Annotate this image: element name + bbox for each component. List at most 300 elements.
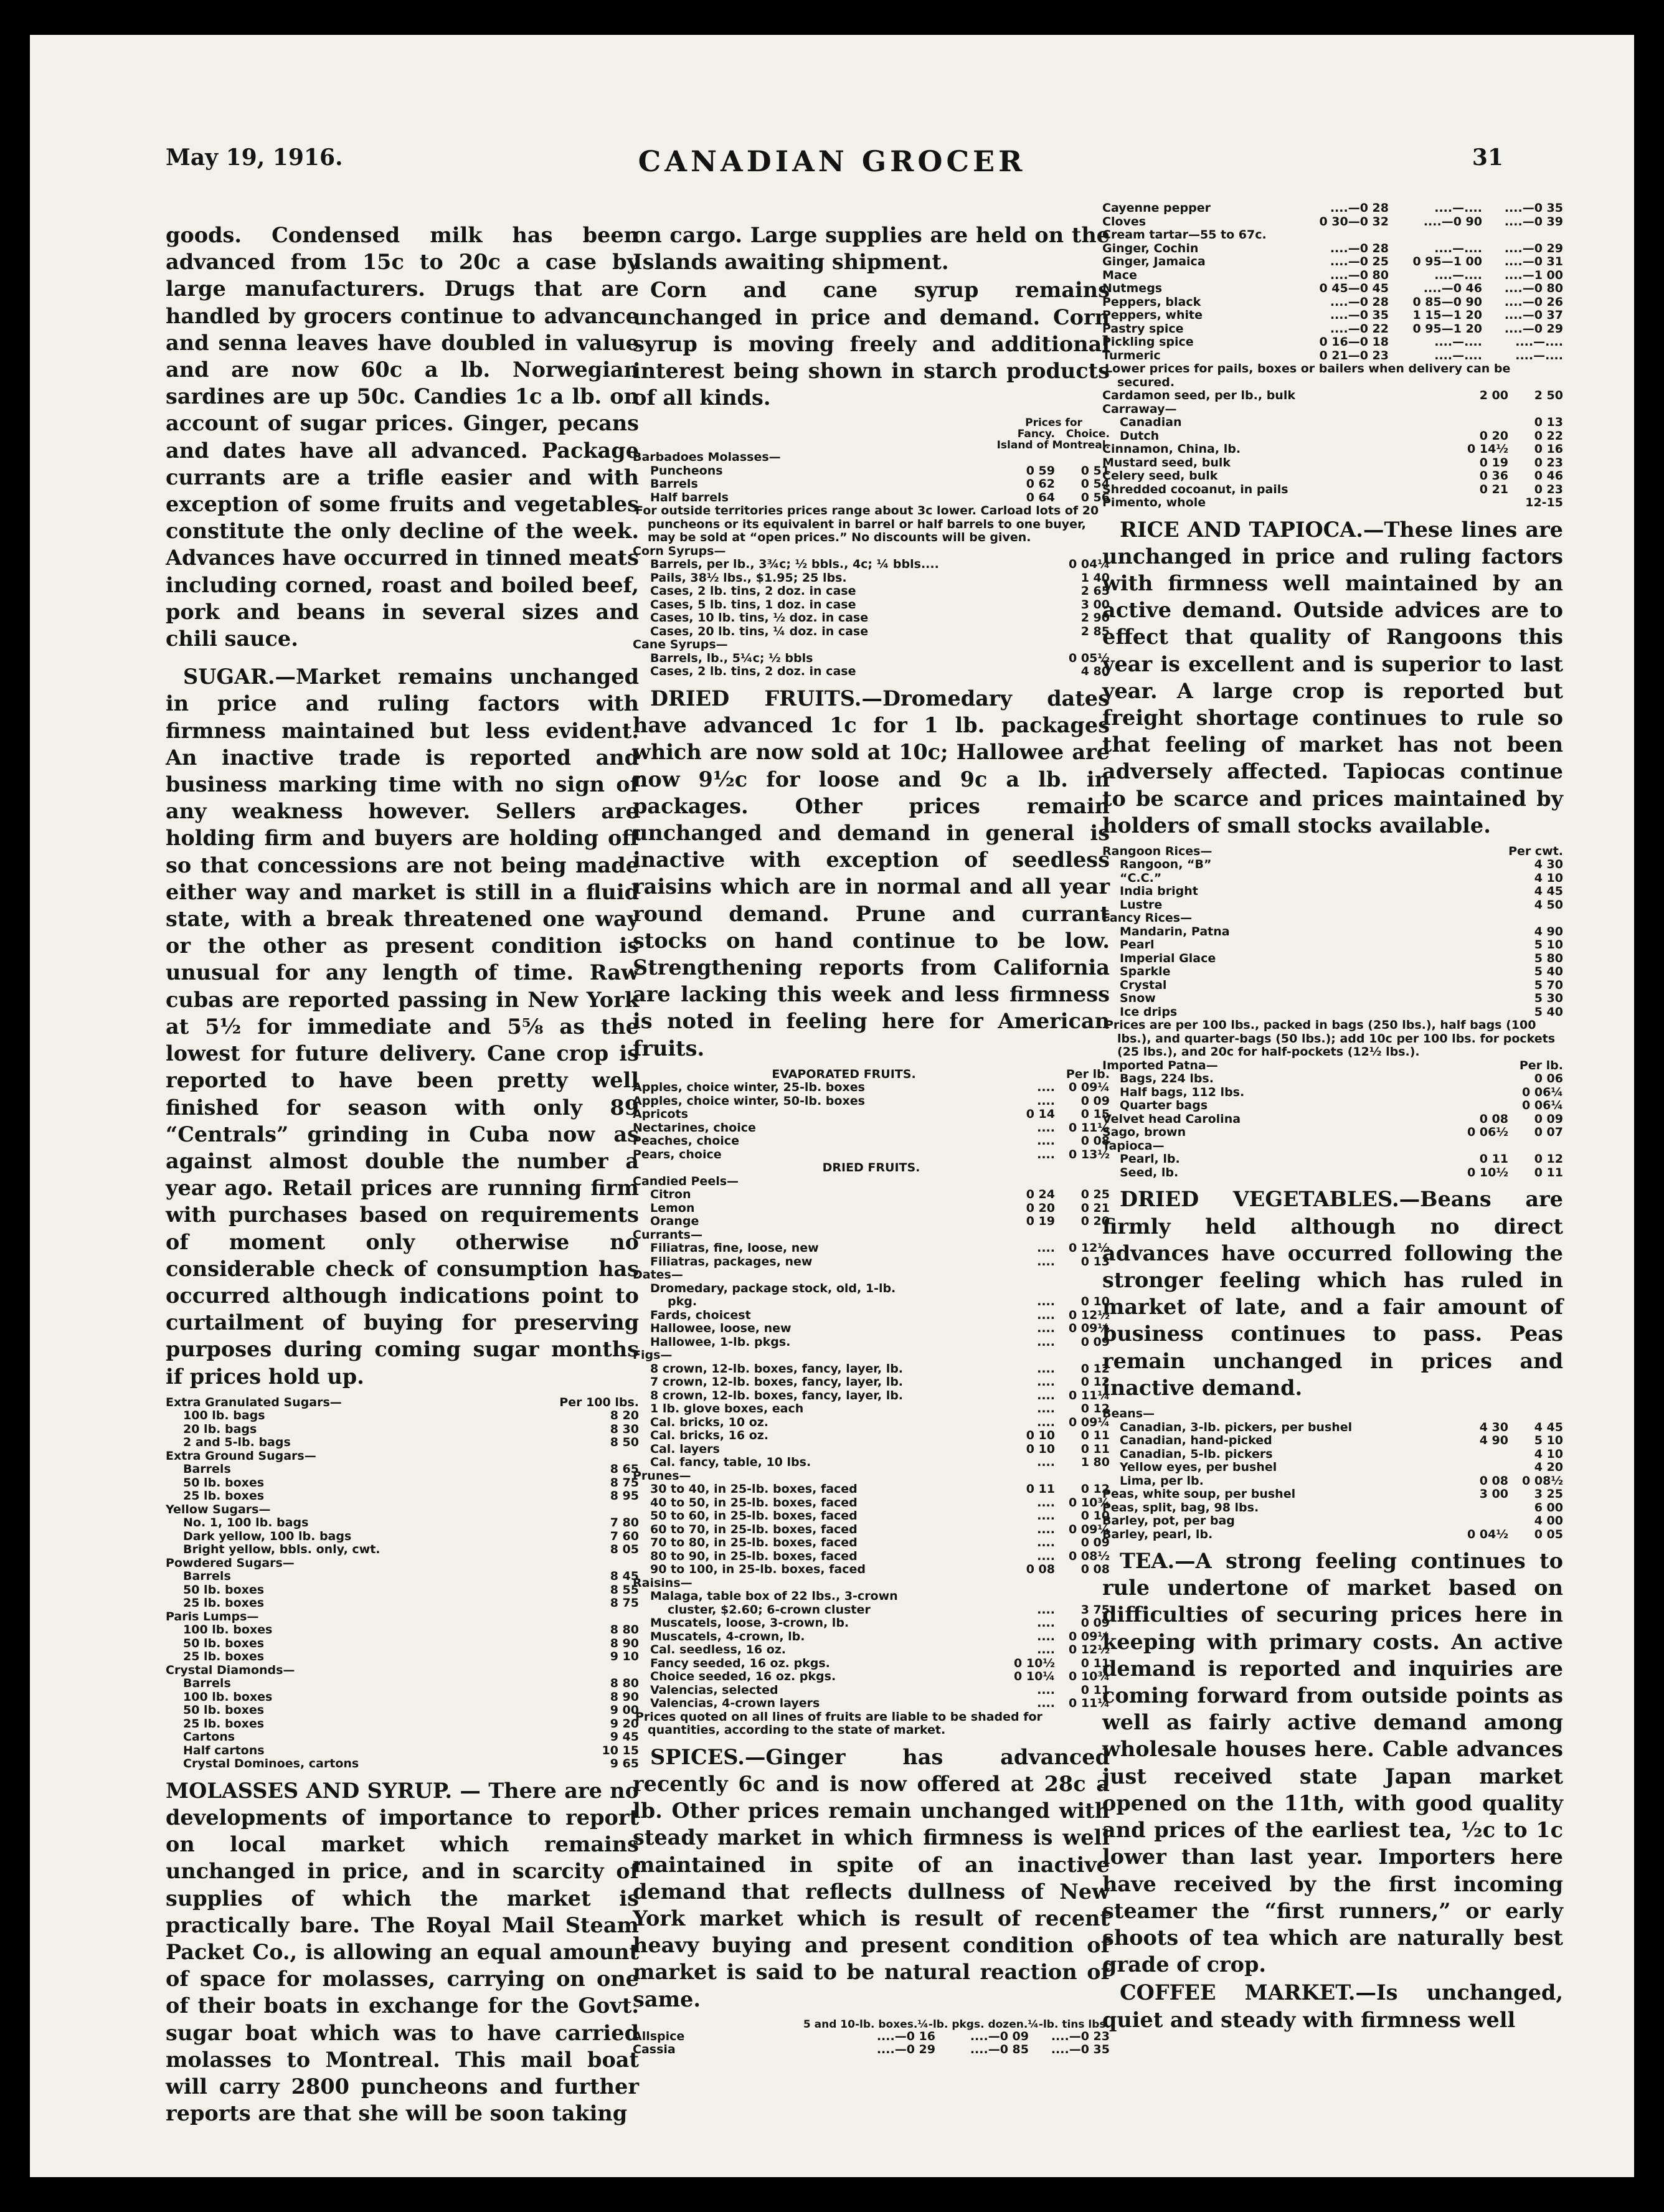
table-row <box>633 1081 1110 1095</box>
row-value <box>1454 403 1508 417</box>
row-label: 25 lb. boxes <box>183 1597 265 1610</box>
table-row <box>1102 1140 1563 1153</box>
row-value: 0 09 <box>1534 1112 1563 1126</box>
table-row <box>633 1282 1110 1296</box>
page-number: 31 <box>1472 144 1503 171</box>
row-label: Nutmegs <box>1102 282 1163 295</box>
row-value <box>584 1503 639 1517</box>
row-value <box>1055 451 1110 465</box>
row-label: Raisins— <box>633 1576 693 1590</box>
row-value: 0 11 <box>1080 1683 1110 1697</box>
row-value: 0 22 <box>1534 428 1563 443</box>
table-row <box>166 1584 639 1597</box>
row-value: 0 08½ <box>1522 1473 1563 1488</box>
row-label: Canadian <box>1120 416 1182 429</box>
row-value: 0 12½ <box>1069 1643 1110 1657</box>
row-value: 0 06 <box>1534 1072 1563 1086</box>
table-row <box>633 451 1110 465</box>
row-value: 0 62 <box>1026 477 1055 491</box>
row-value <box>1454 1461 1508 1475</box>
row-value: .... <box>1037 1495 1055 1510</box>
row-label: Barbadoes Molasses— <box>633 451 781 465</box>
row-label: Cases, 10 lb. tins, ½ doz. in case <box>650 612 869 625</box>
row-value: 2 65 <box>1080 584 1110 598</box>
row-label: Barrels <box>650 478 698 491</box>
row-value: 6 00 <box>1534 1500 1563 1515</box>
table-row <box>633 1389 1110 1403</box>
row-value <box>1055 1175 1110 1189</box>
row-value: 0 09½ <box>1069 1321 1110 1336</box>
row-label: Peaches, choice <box>633 1135 739 1148</box>
table-row <box>166 1664 639 1678</box>
row-label: Peppers, black <box>1102 295 1201 309</box>
row-label: Imported Patna— <box>1102 1059 1218 1072</box>
row-value: ....—0 85 <box>970 2043 1029 2057</box>
table-row <box>1102 1099 1563 1113</box>
row-value <box>1454 1099 1508 1113</box>
table-row <box>633 572 1110 585</box>
row-label: Hallowee, 1-lb. pkgs. <box>650 1335 791 1349</box>
table-row <box>633 1349 1110 1363</box>
row-value: 0 05 <box>1534 1527 1563 1541</box>
table-row <box>633 1122 1110 1135</box>
row-label: Barrels, lb., 5¼c; ½ bbls <box>650 651 813 665</box>
row-label: Cane Syrups— <box>633 638 728 652</box>
newspaper-page <box>30 35 1634 2177</box>
table-row <box>1102 296 1563 310</box>
row-value: 0 08 <box>1026 1562 1055 1577</box>
row-value <box>1508 403 1563 417</box>
row-label: Canadian, 5-lb. pickers <box>1120 1447 1273 1461</box>
row-label: Filiatras, packages, new <box>650 1255 813 1269</box>
row-value: 0 14 <box>1026 1107 1055 1122</box>
row-value: 0 95—1 00 <box>1412 255 1482 268</box>
row-value: 0 64 <box>1026 490 1055 504</box>
row-value: 5 70 <box>1534 978 1563 992</box>
row-value: 0 36 <box>1479 469 1508 483</box>
row-label: Dutch <box>1120 429 1160 443</box>
row-label: 30 to 40, in 25-lb. boxes, faced <box>650 1483 858 1496</box>
row-value: 8 30 <box>610 1422 639 1436</box>
table-row <box>1102 1113 1563 1127</box>
row-label: Turmeric <box>1102 349 1161 362</box>
row-label: Crystal Diamonds— <box>166 1663 295 1677</box>
row-value: 4 90 <box>1479 1434 1508 1448</box>
dried-vegetables-heading: DRIED VEGETABLES. <box>1120 1187 1399 1212</box>
row-value: 9 45 <box>610 1730 639 1744</box>
row-value: 5 30 <box>1534 991 1563 1006</box>
row-value: .... <box>1037 1375 1055 1389</box>
row-value <box>1454 1059 1508 1073</box>
row-value: ....—.... <box>1515 348 1563 362</box>
row-value: 0 12 <box>1080 1402 1110 1416</box>
row-value: 8 90 <box>610 1636 639 1650</box>
row-label: Barrels, per lb., 3¾c; ½ bbls., 4c; ¼ bbls.... <box>650 558 939 572</box>
row-label: Apricots <box>633 1108 688 1122</box>
table-row <box>633 652 1110 666</box>
row-label: Quarter bags <box>1120 1099 1208 1113</box>
row-value: 8 20 <box>610 1409 639 1423</box>
table-row <box>633 1295 1110 1309</box>
table-row <box>633 1108 1110 1122</box>
row-label: Ginger, Cochin <box>1102 242 1199 255</box>
row-value: 0 09¼ <box>1069 1629 1110 1643</box>
row-label: Figs— <box>633 1349 673 1363</box>
row-label: Choice seeded, 16 oz. pkgs. <box>650 1670 836 1684</box>
row-value: 0 10 <box>1026 1442 1055 1456</box>
row-value: .... <box>1037 1134 1055 1148</box>
row-value: 0 06¼ <box>1522 1099 1563 1113</box>
dried-vegetables-paragraph <box>1102 1186 1563 1401</box>
table-row <box>633 1336 1110 1349</box>
row-value: 2 85 <box>1080 624 1110 638</box>
row-label: Seed, lb. <box>1120 1166 1179 1179</box>
row-label: Celery seed, bulk <box>1102 470 1218 483</box>
table-row <box>166 1624 639 1637</box>
spices-heading: SPICES. <box>650 1744 745 1769</box>
molasses-price-table <box>633 417 1110 679</box>
row-value: 0 14½ <box>1467 442 1508 456</box>
row-label: Lemon <box>650 1201 695 1215</box>
row-value: 0 21—0 23 <box>1319 348 1389 362</box>
table-row <box>633 558 1110 572</box>
row-value: ....—.... <box>1515 335 1563 349</box>
row-label: Puncheons <box>650 464 723 478</box>
table-row <box>166 1704 639 1718</box>
row-value: 8 55 <box>610 1582 639 1597</box>
table-row <box>633 1643 1110 1657</box>
row-value <box>1454 938 1508 952</box>
table-row <box>166 1436 639 1450</box>
row-label: Mace <box>1102 268 1137 282</box>
row-label: Peas, split, bag, 98 lbs. <box>1102 1501 1259 1515</box>
row-value: ....—.... <box>1434 241 1482 255</box>
table-title: DRIED FRUITS. <box>822 1161 920 1175</box>
table-row <box>166 1516 639 1530</box>
row-value: 0 16 <box>1534 442 1563 456</box>
table-row <box>1102 1153 1563 1166</box>
row-label: Dromedary, package stock, old, 1-lb. <box>650 1282 896 1295</box>
coffee-paragraph <box>1102 1979 1563 2033</box>
row-value: 3 25 <box>1534 1487 1563 1501</box>
table-row <box>633 1456 1110 1470</box>
table-row <box>1102 456 1563 470</box>
row-value: .... <box>1037 1629 1055 1643</box>
row-value <box>1454 1515 1508 1528</box>
row-value: 0 23 <box>1534 482 1563 496</box>
row-value: 0 16—0 18 <box>1319 335 1389 349</box>
table-row <box>633 1229 1110 1242</box>
table-row <box>1102 1059 1563 1073</box>
table-row <box>1102 1461 1563 1475</box>
row-value: 0 11¼ <box>1069 1120 1110 1135</box>
row-value: .... <box>1037 1335 1055 1349</box>
table-row <box>633 1148 1110 1162</box>
row-value: 0 12½ <box>1069 1241 1110 1255</box>
row-value <box>1389 229 1482 242</box>
table-row <box>633 1095 1110 1108</box>
row-value <box>1454 1072 1508 1086</box>
row-value: ....—0 23 <box>1051 2029 1110 2043</box>
table-row <box>1102 858 1563 872</box>
table-row <box>166 1543 639 1557</box>
row-value: 2 50 <box>1534 389 1563 402</box>
row-label: Valencias, 4-crown layers <box>650 1697 820 1711</box>
row-label: 90 to 100, in 25-lb. boxes, faced <box>650 1563 866 1577</box>
row-value: ....—0 46 <box>1423 281 1482 295</box>
row-value: 0 10½ <box>1467 1165 1508 1179</box>
row-value: .... <box>1037 1080 1055 1095</box>
row-value: 0 11 <box>1080 1656 1110 1670</box>
row-value <box>1454 872 1508 886</box>
table-row <box>633 1416 1110 1430</box>
table-row <box>1102 242 1563 256</box>
row-label: Barrels <box>183 1463 231 1477</box>
row-value: ....—0 80 <box>1504 281 1563 295</box>
evaporated-fruits-table <box>633 1068 1110 1737</box>
row-label: Imperial Glace <box>1120 952 1216 965</box>
row-value: 0 09 <box>1080 1616 1110 1630</box>
article-paragraph: on cargo. Large supplies are held on the Islands awaiting shipment. <box>633 223 1110 275</box>
row-label: Ginger, Jamaica <box>1102 255 1206 268</box>
row-value: 5 10 <box>1534 1434 1563 1448</box>
table-row <box>166 1450 639 1463</box>
row-value: ....—0 29 <box>1504 241 1563 255</box>
table-row <box>1102 496 1563 510</box>
table-row <box>166 1718 639 1731</box>
row-value: 0 11 <box>1026 1482 1055 1496</box>
sugar-paragraph <box>166 663 639 1389</box>
table-row <box>1102 336 1563 349</box>
row-value: .... <box>1037 1549 1055 1563</box>
row-label: Bags, 224 lbs. <box>1120 1072 1214 1086</box>
row-value: 0 09 <box>1080 1094 1110 1108</box>
row-value: 8 95 <box>610 1489 639 1503</box>
row-value: 0 19 <box>1479 455 1508 470</box>
row-value: 10 15 <box>602 1743 639 1757</box>
table-row <box>1102 1528 1563 1542</box>
row-value: ....—0 28 <box>1330 241 1389 255</box>
table-row <box>633 1550 1110 1564</box>
row-value: ....—0 25 <box>1330 255 1389 268</box>
table-row <box>1102 845 1563 859</box>
row-value <box>1454 1006 1508 1019</box>
sugar-text: —Market remains unchanged in price and ruling factors with firmness maintained but less evident. An inactive trade is reported and business marking time with no sign of any weakness however. Sellers are holding firm and buyers are holding off so that concessions are not being made either way and market is still in a fluid state, with a break threatened one way or the other as present condition is unusual for any length of time. Raw cubas are reported passing in New York at 5½ for immediate and 5⅝ as the lowest for future delivery. Cane crop is reported to have been pretty well finished for season with only 89 “Centrals” grinding in Cuba now as against almost double the number a year ago. Retail prices are running firm with purchases based on requirements of moment only otherwise no considerable check of consumption has occurred although indications point to curtailment of buying for preserving purposes during coming sugar months if prices hold up. <box>166 664 639 1389</box>
table-row <box>633 1496 1110 1510</box>
row-value: 0 85—0 90 <box>1412 295 1482 309</box>
row-value: 0 11¼ <box>1069 1388 1110 1402</box>
table-row <box>633 1536 1110 1550</box>
row-label: 50 lb. boxes <box>183 1704 265 1718</box>
row-value <box>1000 1282 1055 1296</box>
rice-text: —These lines are unchanged in price and ruling factors with firmness well maintained by an active demand. Outside advices are to effect that quality of Rangoons this year is excellent and is superior to last year. A large crop is reported but freight shortage continues to rule so that feeling of market has not been adversely affected. Tapiocas continue to be scarce and prices maintained by holders of small stocks available. <box>1102 517 1563 838</box>
row-label: 70 to 80, in 25-lb. boxes, faced <box>650 1536 858 1550</box>
spices-table <box>633 2019 1110 2057</box>
table-row <box>633 665 1110 679</box>
table-row <box>633 1175 1110 1189</box>
table-row <box>1102 483 1563 497</box>
row-label: cluster, $2.60; 6-crown cluster <box>668 1603 871 1617</box>
row-value: 0 09¼ <box>1069 1522 1110 1536</box>
row-value: 0 10 <box>1026 1429 1055 1443</box>
row-label: Pears, choice <box>633 1148 722 1161</box>
column-header: Fancy. <box>1017 428 1055 441</box>
row-value: ....—0 37 <box>1504 308 1563 322</box>
row-label: 8 crown, 12-lb. boxes, fancy, layer, lb. <box>650 1389 904 1402</box>
table-row <box>633 1202 1110 1216</box>
table-row <box>1102 992 1563 1006</box>
table-row <box>1102 1501 1563 1515</box>
row-label: 2 and 5-lb. bags <box>183 1436 291 1450</box>
row-value <box>1454 979 1508 993</box>
row-label: Hallowee, loose, new <box>650 1322 792 1336</box>
row-value <box>584 1450 639 1463</box>
row-value: 9 65 <box>610 1757 639 1771</box>
table-row <box>166 1757 639 1771</box>
row-value: ....—0 29 <box>876 2043 935 2057</box>
row-value: 0 12 <box>1080 1482 1110 1496</box>
row-value: 0 11 <box>1080 1429 1110 1443</box>
spices-table-continued <box>1102 202 1563 510</box>
table-row <box>633 1429 1110 1443</box>
row-value: 0 11 <box>1080 1442 1110 1456</box>
table-row <box>633 638 1110 652</box>
row-label: Nectarines, choice <box>633 1121 756 1135</box>
row-label: Corn Syrups— <box>633 544 726 558</box>
row-label: Barley, pot, per bag <box>1102 1515 1235 1528</box>
row-value <box>1508 1407 1563 1421</box>
row-label: Cream tartar—55 to 67c. <box>1102 229 1267 242</box>
row-value <box>1454 952 1508 966</box>
row-label: Mandarin, Patna <box>1120 925 1230 938</box>
row-value: ....—0 35 <box>1504 201 1563 215</box>
column-header: Choice. <box>1066 428 1110 441</box>
row-label: Shredded cocoanut, in pails <box>1102 483 1288 496</box>
table-row <box>166 1463 639 1477</box>
table-row <box>633 1523 1110 1537</box>
row-label: Barley, pearl, lb. <box>1102 1528 1213 1541</box>
row-label: Fancy seeded, 16 oz. pkgs. <box>650 1657 830 1670</box>
column-header: ¼-lb. tins lbs. <box>1028 2018 1110 2031</box>
row-value: .... <box>1037 1254 1055 1269</box>
table-row <box>166 1490 639 1503</box>
table-row <box>633 1242 1110 1255</box>
row-label: Half cartons <box>183 1744 265 1757</box>
row-value: 0 08½ <box>1069 1549 1110 1563</box>
row-label: Velvet head Carolina <box>1102 1112 1241 1126</box>
row-value: .... <box>1037 1308 1055 1322</box>
table-row <box>1102 1126 1563 1140</box>
row-value: ....—0 26 <box>1504 295 1563 309</box>
table-row <box>633 1590 1110 1604</box>
row-value: 8 05 <box>610 1543 639 1557</box>
row-label: Citron <box>650 1188 691 1202</box>
row-value: 0 10 <box>1080 1509 1110 1523</box>
row-value: 0 09 <box>1080 1335 1110 1349</box>
row-value: 0 06¼ <box>1522 1085 1563 1099</box>
row-label: 50 lb. boxes <box>183 1583 265 1597</box>
row-value: ....—1 00 <box>1504 268 1563 282</box>
table-row <box>633 1684 1110 1698</box>
publication-title: CANADIAN GROCER <box>638 144 1026 178</box>
row-label: Pearl <box>1120 938 1155 952</box>
row-label: 25 lb. boxes <box>183 1717 265 1731</box>
table-row <box>166 1610 639 1624</box>
row-value: 2 00 <box>1479 389 1508 402</box>
row-value <box>1055 1590 1110 1604</box>
row-label: Cloves <box>1102 215 1146 229</box>
row-value <box>1055 638 1110 652</box>
table-row <box>633 1617 1110 1630</box>
row-value: 8 45 <box>610 1569 639 1584</box>
row-label: Canadian, 3-lb. pickers, per bushel <box>1120 1420 1353 1434</box>
row-value <box>1000 1229 1055 1242</box>
table-row <box>166 1731 639 1744</box>
row-label: Pearl, lb. <box>1120 1153 1180 1166</box>
row-label: Extra Granulated Sugars— <box>166 1396 342 1409</box>
table-note: Prices quoted on all lines of fruits are liable to be shaded for quantities, according to the state of market. <box>635 1709 1042 1737</box>
row-value <box>1000 451 1055 465</box>
table-row <box>1102 215 1563 229</box>
table-row <box>633 1376 1110 1389</box>
table-row <box>1102 1515 1563 1528</box>
row-value: 0 12½ <box>1069 1308 1110 1322</box>
table-row <box>1102 323 1563 336</box>
row-value <box>1000 1269 1055 1282</box>
table-row <box>633 2030 1110 2044</box>
rice-paragraph <box>1102 516 1563 839</box>
row-value: 0 11 <box>1534 1165 1563 1179</box>
row-value: 5 40 <box>1534 1004 1563 1019</box>
row-label: Rangoon, “B” <box>1120 858 1212 872</box>
row-label: Cartons <box>183 1731 235 1744</box>
table-row <box>633 1670 1110 1684</box>
row-label: 50 lb. boxes <box>183 1476 265 1490</box>
table-row <box>166 1691 639 1704</box>
row-label: Peppers, white <box>1102 309 1203 322</box>
row-value: ....—0 35 <box>1051 2043 1110 2057</box>
row-label: 100 lb. bags <box>183 1409 265 1423</box>
table-row <box>166 1530 639 1544</box>
row-value: 0 21 <box>1080 1201 1110 1215</box>
spices-paragraph <box>633 1744 1110 2013</box>
row-value: 4 10 <box>1534 871 1563 885</box>
row-label: Dark yellow, 100 lb. bags <box>183 1529 352 1543</box>
table-row <box>1102 1166 1563 1180</box>
row-value: 4 20 <box>1534 1460 1563 1475</box>
row-value <box>1454 1501 1508 1515</box>
row-label: Sago, brown <box>1102 1126 1186 1140</box>
row-value: 0 51 <box>1080 463 1110 478</box>
row-label: Filiatras, fine, loose, new <box>650 1242 819 1255</box>
table-row <box>633 1363 1110 1376</box>
table-row <box>1102 1421 1563 1435</box>
row-label: Cayenne pepper <box>1102 202 1211 215</box>
row-value: 0 10¼ <box>1014 1670 1055 1684</box>
row-value: 4 00 <box>1534 1514 1563 1528</box>
row-label: Cases, 5 lb. tins, 1 doz. in case <box>650 598 856 612</box>
table-row <box>166 1570 639 1584</box>
row-value: 8 75 <box>610 1596 639 1610</box>
row-value <box>1055 545 1110 559</box>
table-note: Lower prices for pails, boxes or bailers when delivery can be secured. <box>1105 362 1511 389</box>
row-value: .... <box>1037 1321 1055 1336</box>
row-value: 0 13½ <box>1069 1147 1110 1161</box>
row-value: 5 40 <box>1534 965 1563 979</box>
table-row <box>633 1215 1110 1229</box>
table-row <box>633 491 1110 505</box>
table-row <box>166 1503 639 1517</box>
